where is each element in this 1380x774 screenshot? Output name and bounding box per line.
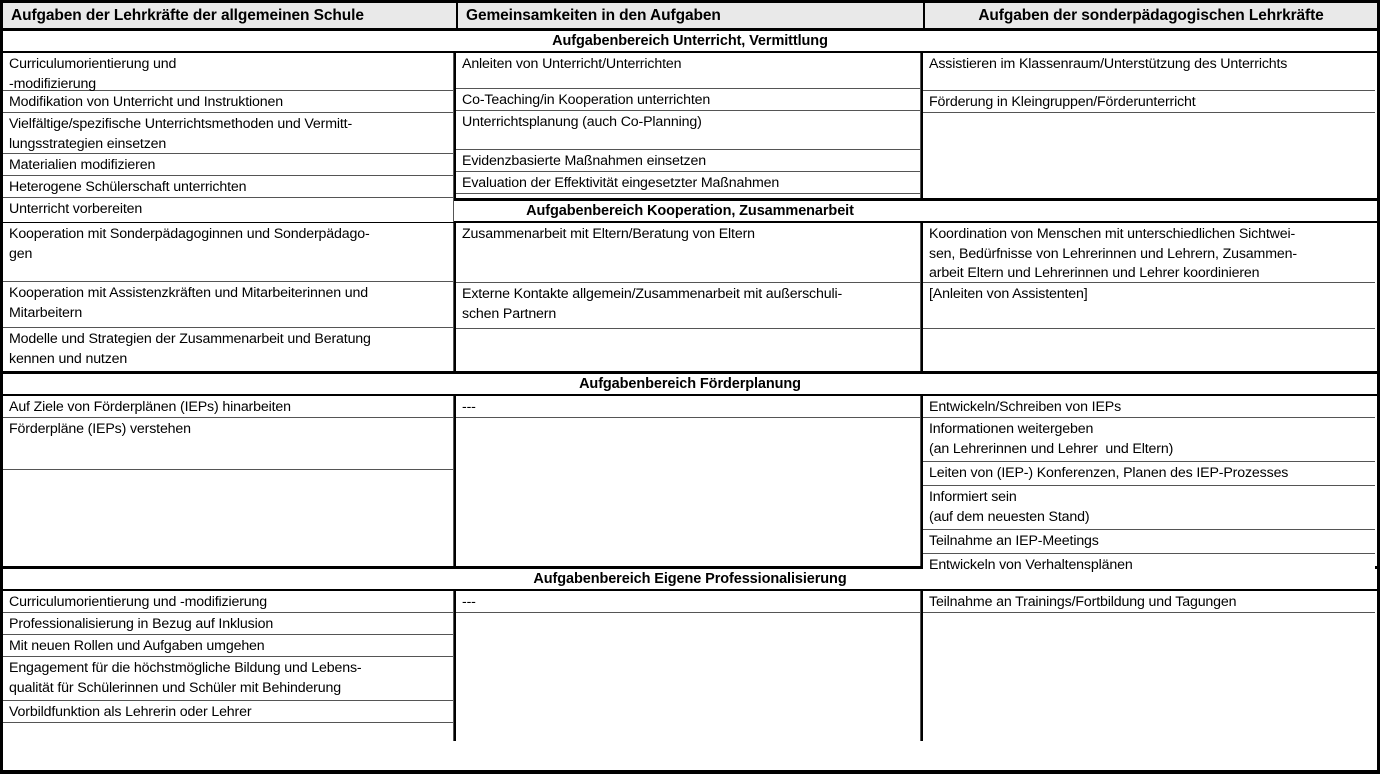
table-cell-line: Modifikation von Unterricht und Instruktionen [9,94,283,110]
table-cell [456,150,921,172]
table-cell [3,591,454,613]
table-cell-text [929,556,1369,576]
table-section [3,374,1377,573]
section-2-column-3 [923,223,1375,371]
section-body [3,591,1377,741]
table-cell-empty [456,613,921,741]
table-cell [923,554,1375,578]
table-cell-text [929,488,1369,527]
table-cell [3,53,454,91]
column-header-special-ed-teachers-label: Aufgaben der sonderpädagogischen Lehrkräfte [978,6,1324,24]
table-cell-text [9,225,447,264]
table-cell-line: Entwickeln von Verhaltensplänen [929,557,1133,573]
table-cell-line: --- [462,594,476,610]
table-cell [3,198,454,222]
table-cell [3,223,454,282]
table-cell-text [462,174,914,194]
table-cell-text [462,91,914,111]
table-cell-line: Kooperation mit Sonderpädagoginnen und Sonderpädago- [9,226,370,242]
table-cell-line: sen, Bedürfnisse von Lehrerinnen und Lehrern, Zusammen- [929,245,1297,262]
table-cell [456,591,921,613]
table-cell [923,591,1375,613]
table-cell-text [929,225,1369,284]
table-cell-line: Auf Ziele von Förderplänen (IEPs) hinarbeiten [9,399,291,415]
table-sections [3,31,1377,741]
table-cell [923,418,1375,462]
table-cell-line: Heterogene Schülerschaft unterrichten [9,179,247,195]
table-cell-line: Förderung in Kleingruppen/Förderunterricht [929,94,1196,110]
table-cell-text [9,156,447,176]
table-header-row [3,3,1377,31]
table-cell [3,113,454,154]
table-cell-text [9,615,447,635]
table-cell [923,223,1375,283]
table-cell-line: Vorbildfunktion als Lehrerin oder Lehrer [9,704,252,720]
table-cell-line: schen Partnern [462,305,557,322]
table-cell-empty [923,613,1375,741]
section-1-column-2 [456,53,923,198]
table-cell-line: Zusammenarbeit mit Eltern/Beratung von Eltern [462,226,755,242]
table-cell-text [929,398,1369,418]
table-cell [456,396,921,418]
table-cell-line: Mitarbeitern [9,304,83,321]
section-1-column-3 [923,53,1375,198]
table-cell-line: Entwickeln/Schreiben von IEPs [929,399,1122,415]
table-cell [456,223,921,283]
table-cell-text [9,55,447,94]
table-cell [456,89,921,111]
section-3-column-3 [923,396,1375,573]
table-cell [456,111,921,150]
table-cell [456,172,921,194]
table-cell-text [9,330,447,369]
table-cell-text [9,659,447,698]
section-body [3,396,1377,573]
table-cell-text [462,593,914,613]
table-cell-text [929,55,1369,75]
table-cell-line: --- [462,399,476,415]
section-4-column-3 [923,591,1375,741]
table-cell-text [462,152,914,172]
table-cell-text [462,55,914,75]
table-cell [3,176,454,198]
table-cell-line: Informationen weitergeben [929,421,1094,437]
table-section [3,201,1377,374]
section-4-column-1 [3,591,456,741]
table-cell-line: Professionalisierung in Bezug auf Inklusion [9,616,274,632]
table-cell [3,657,454,701]
table-cell-text [9,593,447,613]
table-cell-line: Assistieren im Klassenraum/Unterstützung des Unterrichts [929,56,1288,72]
section-1-column-1 [3,53,456,217]
table-cell-line: Informiert sein [929,489,1017,505]
section-3-column-1 [3,396,456,566]
table-cell-line: Teilnahme an IEP-Meetings [929,533,1099,549]
table-cell-line: (auf dem neuesten Stand) [929,508,1090,525]
section-title: Aufgabenbereich Kooperation, Zusammenarbeit [3,201,1377,223]
table-cell-line: Curriculumorientierung und [9,56,177,72]
table-cell-text [9,284,447,323]
section-title: Aufgabenbereich Unterricht, Vermittlung [3,31,1377,53]
table-cell [923,396,1375,418]
table-cell [923,53,1375,91]
table-cell-line: Kooperation mit Assistenzkräften und Mitarbeiterinnen und [9,285,368,302]
table-cell-text [929,93,1369,113]
table-cell-text [929,593,1369,613]
table-cell-line: Co-Teaching/in Kooperation unterrichten [462,92,711,109]
table-cell-empty [923,113,1375,198]
table-cell-text [929,285,1369,305]
column-header-special-ed-teachers [925,3,1377,28]
table-cell [3,282,454,328]
section-title: Aufgabenbereich Eigene Professionalisierung [3,569,1377,591]
table-cell-line: Engagement für die höchstmögliche Bildung und Lebens- [9,660,362,676]
table-cell [3,701,454,723]
table-cell-line: (an Lehrerinnen und Lehrer und Eltern) [929,440,1174,457]
table-cell-empty [456,329,921,371]
table-cell [456,53,921,89]
table-cell-line: gen [9,245,33,262]
table-cell-line: Koordination von Menschen mit unterschiedlichen Sichtwei- [929,226,1296,242]
table-cell-line: kennen und nutzen [9,350,128,367]
table-cell-text [9,398,447,418]
table-cell-text [9,93,447,113]
section-2-column-2 [456,223,923,371]
table-cell-line: Teilnahme an Trainings/Fortbildung und Tagungen [929,594,1237,610]
table-cell-line: Förderpläne (IEPs) verstehen [9,421,191,437]
table-cell-line: Leiten von (IEP-) Konferenzen, Planen des IEP-Prozesses [929,465,1289,481]
column-header-general-teachers [3,3,458,28]
table-cell [923,283,1375,329]
table-cell-empty [923,329,1375,371]
table-cell-text [462,398,914,418]
table-cell-line: lungsstrategien einsetzen [9,135,167,152]
table-cell-line: Unterricht vorbereiten [9,201,143,217]
section-2-column-1 [3,223,456,371]
table-cell-text [9,178,447,198]
column-header-commonalities-label: Gemeinsamkeiten in den Aufgaben [466,6,721,24]
table-cell [3,91,454,113]
table-cell-line: Mit neuen Rollen und Aufgaben umgehen [9,638,265,654]
table-cell [3,396,454,418]
table-cell [923,91,1375,113]
table-cell-line: Vielfältige/spezifische Unterrichtsmethoden und Vermitt- [9,116,353,132]
table-cell [923,462,1375,486]
table-cell [3,613,454,635]
table-cell-text [929,420,1369,459]
section-title: Aufgabenbereich Förderplanung [3,374,1377,396]
table-cell-line: Unterrichtsplanung (auch Co-Planning) [462,114,702,131]
table-cell-empty [456,194,921,198]
table-cell [3,418,454,470]
table-cell-text [9,115,447,154]
section-3-column-2 [456,396,923,566]
table-cell-text [9,420,447,440]
table-cell-line: qualität für Schülerinnen und Schüler mit Behinderung [9,679,341,696]
table-cell-line: Anleiten von Unterricht/Unterrichten [462,56,682,72]
table-cell [3,635,454,657]
table-cell-text [462,285,914,324]
table-cell [456,283,921,329]
table-cell-text [929,464,1369,484]
table-cell-line: Curriculumorientierung und -modifizierung [9,594,268,610]
table-cell-line: Evaluation der Effektivität eingesetzter Maßnahmen [462,175,780,191]
table-section [3,569,1377,741]
table-cell-line: Evidenzbasierte Maßnahmen einsetzen [462,153,706,169]
table-cell-empty [456,418,921,566]
table-cell [3,328,454,371]
table-cell-line: -modifizierung [9,75,97,92]
table-cell-empty [3,723,454,741]
section-body [3,223,1377,371]
table-cell-line: Externe Kontakte allgemein/Zusammenarbeit mit außerschuli- [462,286,843,302]
section-4-column-2 [456,591,923,741]
column-header-commonalities [458,3,925,28]
column-header-general-teachers-label: Aufgaben der Lehrkräfte der allgemeinen Schule [11,6,364,24]
table-cell-text [462,113,914,133]
table-cell [923,486,1375,530]
table-cell-text [9,703,447,723]
table-cell-empty [3,470,454,566]
table-cell-line: Modelle und Strategien der Zusammenarbeit und Beratung [9,331,371,347]
table-cell [923,530,1375,554]
table-cell-text [9,637,447,657]
table-cell-text [462,225,914,245]
table-cell-line: arbeit Eltern und Lehrerinnen und Lehrer koordinieren [929,265,1260,281]
table-cell-text [9,200,447,220]
table-cell-line: Materialien modifizieren [9,157,156,173]
table-cell [3,154,454,176]
table-cell-line: [Anleiten von Assistenten] [929,286,1088,302]
table-cell-text [929,532,1369,552]
